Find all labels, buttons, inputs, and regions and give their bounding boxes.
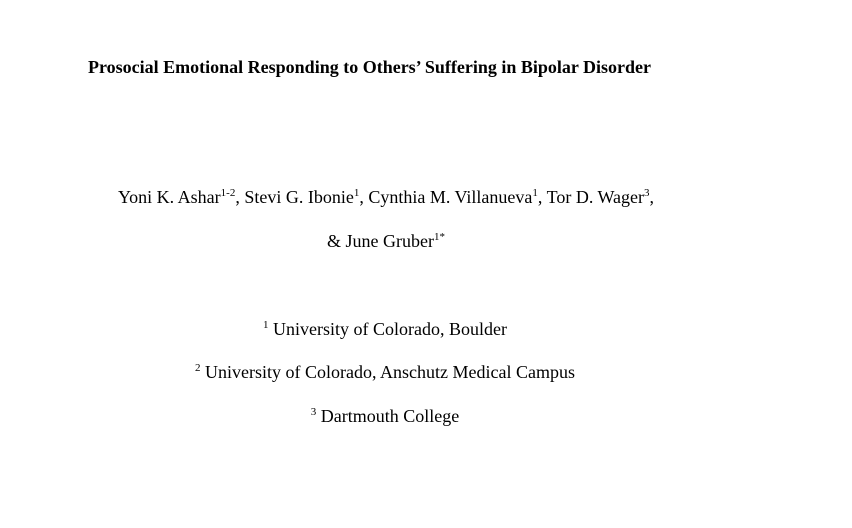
author-name: June Gruber bbox=[345, 231, 434, 251]
author-affiliation-marker: 3 bbox=[644, 187, 650, 199]
author-separator: , bbox=[537, 187, 547, 207]
author-separator: , bbox=[235, 187, 245, 207]
author-name: Yoni K. Ashar bbox=[117, 187, 221, 207]
affiliation-marker: 3 bbox=[310, 406, 317, 418]
affiliation-marker: 1 bbox=[263, 319, 269, 331]
affiliation-text: Dartmouth College bbox=[320, 406, 460, 426]
paper-title: Prosocial Emotional Responding to Others’ Suffering in Bipolar Disorder bbox=[88, 57, 652, 77]
author-affiliation-marker: 1* bbox=[434, 231, 445, 243]
author-affiliation-marker: 1 bbox=[532, 187, 538, 199]
author-conjunction: & bbox=[327, 231, 346, 251]
author-affiliation-marker: 1-2 bbox=[220, 187, 236, 199]
author-name: Cynthia M. Villanueva bbox=[368, 187, 533, 207]
affiliation-marker: 2 bbox=[195, 362, 201, 374]
author-affiliation-marker: 1 bbox=[353, 187, 360, 199]
affiliation bbox=[0, 318, 770, 340]
affiliation-text: University of Colorado, Boulder bbox=[273, 319, 507, 339]
author-separator: , bbox=[359, 187, 369, 207]
author-list bbox=[0, 186, 772, 208]
author-name: Tor D. Wager bbox=[546, 187, 645, 207]
author-list-continued bbox=[0, 230, 772, 252]
author-separator: , bbox=[649, 187, 655, 207]
affiliation-text: University of Colorado, Anschutz Medical Campus bbox=[205, 362, 575, 382]
affiliation bbox=[0, 405, 770, 427]
author-name: Stevi G. Ibonie bbox=[244, 187, 354, 207]
affiliation bbox=[0, 361, 770, 383]
